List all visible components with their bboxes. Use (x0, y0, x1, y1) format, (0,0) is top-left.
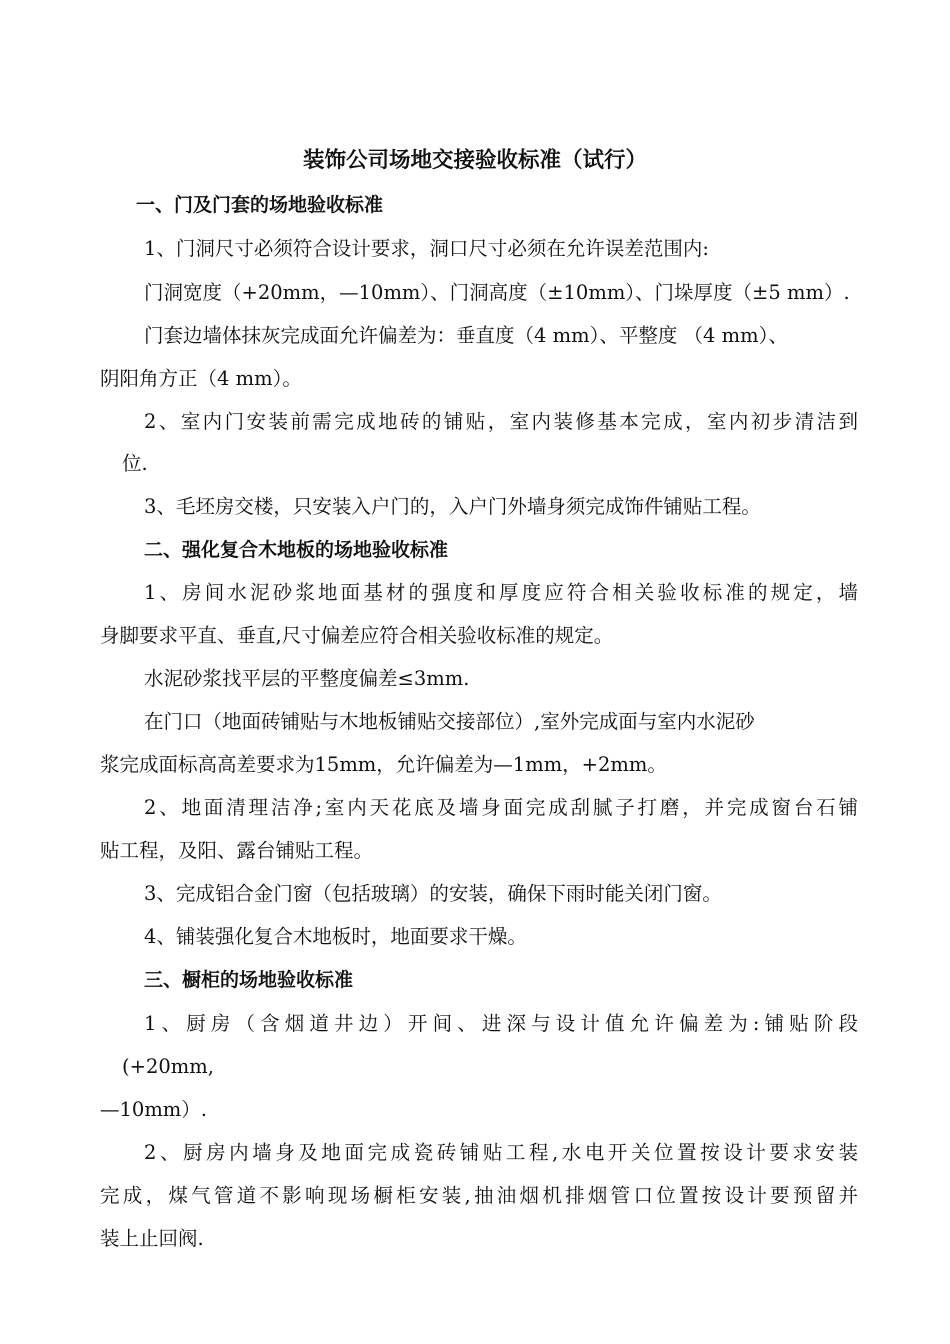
paragraph-line: 贴工程，及阳、露台铺贴工程。 (100, 839, 374, 862)
paragraph-line: 2、地面清理洁净;室内天花底及墙身面完成刮腻子打磨，并完成窗台石铺 (144, 796, 858, 819)
paragraph-line: 位. (122, 452, 148, 475)
paragraph-line: 水泥砂浆找平层的平整度偏差≤3mm. (144, 667, 470, 690)
paragraph-line: 身脚要求平直、垂直,尺寸偏差应符合相关验收标准的规定。 (100, 624, 614, 647)
paragraph-line: 1、房间水泥砂浆地面基材的强度和厚度应符合相关验收标准的规定，墙 (144, 581, 858, 604)
section-heading: 二、强化复合木地板的场地验收标准 (144, 539, 449, 561)
paragraph-line: 3、毛坯房交楼，只安装入户门的，入户门外墙身须完成饰件铺贴工程。 (144, 495, 761, 518)
paragraph-line: 门套边墙体抹灰完成面允许偏差为：垂直度（4 mm）、平整度 （4 mm）、 (144, 324, 788, 347)
paragraph-line: 4、铺装强化复合木地板时，地面要求干燥。 (144, 925, 527, 948)
section-heading: 一、门及门套的场地验收标准 (136, 194, 384, 216)
paragraph-line: —10mm）. (100, 1098, 207, 1121)
paragraph-line: 在门口（地面砖铺贴与木地板铺贴交接部位）,室外完成面与室内水泥砂 (144, 710, 755, 733)
paragraph-line: 1、门洞尺寸必须符合设计要求，洞口尺寸必须在允许误差范围内: (144, 237, 709, 260)
paragraph-line: 2、室内门安装前需完成地砖的铺贴，室内装修基本完成，室内初步清洁到 (144, 410, 858, 433)
section-heading: 三、橱柜的场地验收标准 (144, 969, 354, 991)
paragraph-line: 阴阳角方正（4 mm）。 (100, 367, 302, 390)
paragraph-line: 3、完成铝合金门窗（包括玻璃）的安装，确保下雨时能关闭门窗。 (144, 882, 722, 905)
paragraph-line: 装上止回阀. (100, 1227, 204, 1250)
paragraph-line: 浆完成面标高高差要求为15mm，允许偏差为—1mm，+2mm。 (100, 753, 667, 776)
document-title: 装饰公司场地交接验收标准（试行） (302, 148, 647, 173)
paragraph-line: 2、厨房内墙身及地面完成瓷砖铺贴工程,水电开关位置按设计要求安装 (144, 1141, 858, 1164)
paragraph-line: (+20mm, (122, 1055, 214, 1078)
paragraph-line: 门洞宽度（+20mm，—10mm）、门洞高度（±10mm）、门垛厚度（±5 mm）. (144, 281, 850, 304)
paragraph-line: 完成，煤气管道不影响现场橱柜安装,抽油烟机排烟管口位置按设计要预留并 (100, 1184, 858, 1207)
paragraph-line: 1、厨房（含烟道井边）开间、进深与设计值允许偏差为:铺贴阶段 (144, 1012, 858, 1035)
